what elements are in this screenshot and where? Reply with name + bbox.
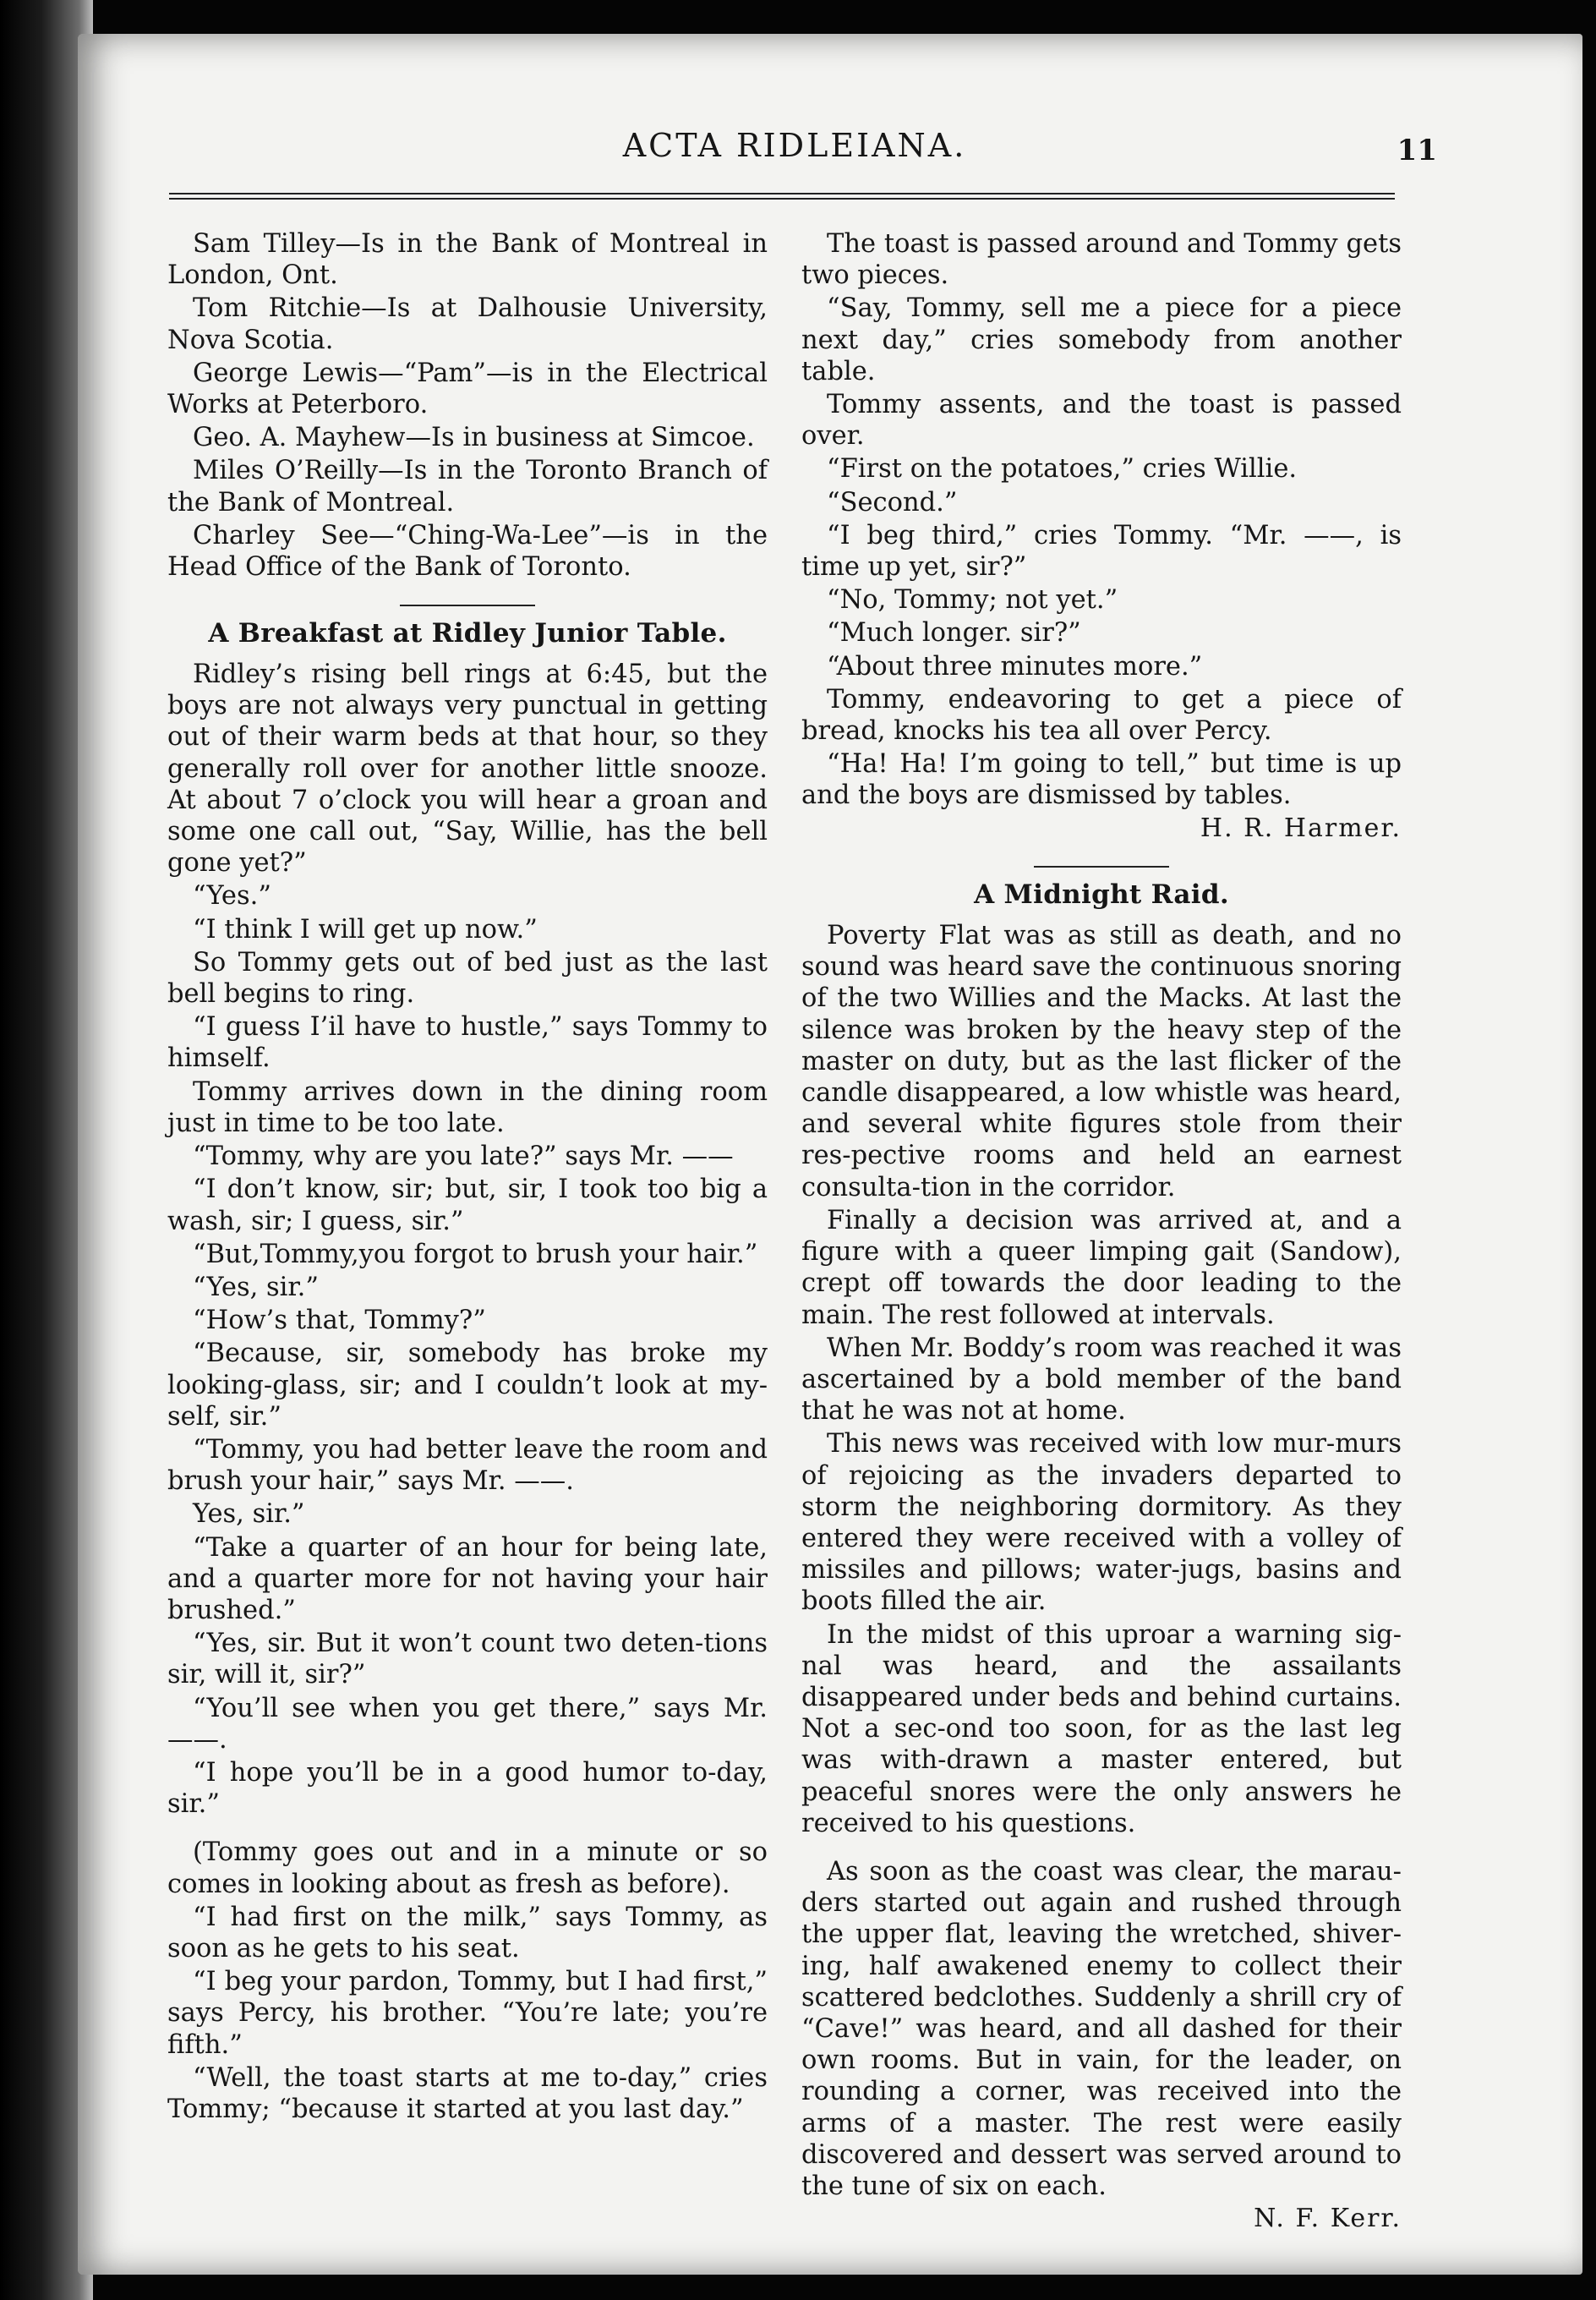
- article-paragraph: “Yes, sir.”: [193, 1272, 319, 1302]
- article-paragraph: “How’s that, Tommy?”: [193, 1306, 486, 1336]
- article-body: [801, 920, 1402, 2202]
- old-boys-list: [167, 228, 768, 583]
- article-paragraph: “I beg your pardon, Tommy, but I had first,” says Percy, his brother. “You’re late; you’re fifth.”: [167, 1967, 768, 2060]
- article-paragraph: “I think I will get up now.”: [193, 914, 538, 945]
- article-paragraph: Poverty Flat was as still as death, and no sound was heard save the continuous snoring of the two Willies and the Macks. At last the silence was broken by the heavy step of the master on duty, but as the last flicker of the candle disappeared, a low whistle was heard, and several white figures stole from their res-pective rooms and held an earnest consulta-tion in the corridor.: [801, 921, 1402, 1202]
- article-paragraph: In the midst of this uproar a warning sig-nal was heard, and the assailants disappeared under beds and behind curtains. Not a sec-ond too soon, for as the last leg was with-drawn a master entered, but peaceful snores were the only answers he received to his questions.: [801, 1619, 1402, 1838]
- article-paragraph: “Because, sir, somebody has broke my looking-glass, sir; and I couldn’t look at my-self, sir.”: [167, 1339, 768, 1432]
- article-paragraph: “No, Tommy; not yet.”: [827, 585, 1118, 616]
- old-boy-entry: Sam Tilley—Is in the Bank of Montreal in London, Ont.: [167, 229, 768, 291]
- article-paragraph: “About three minutes more.”: [827, 651, 1203, 682]
- article-heading: A Breakfast at Ridley Junior Table.: [208, 618, 727, 649]
- article-paragraph: “Second.”: [827, 487, 958, 518]
- article-paragraph: As soon as the coast was clear, the marau-ders started out again and rushed through the upper flat, leaving the wretched, shiver-ing, half awakened enemy to collect their scattered bedclothes. Suddenly a shrill cry of “Cave!” was heard, and all dashed for their own rooms. But in vain, for the leader, on rounding a corner, was received into the arms of a master. The rest were easily discovered and dessert was served around to the tune of six on each.: [801, 1856, 1402, 2201]
- article-paragraph: “I beg third,” cries Tommy. “Mr. ——, is time up yet, sir?”: [801, 520, 1402, 583]
- old-boy-entry: Geo. A. Mayhew—Is in business at Simcoe.: [193, 423, 755, 453]
- article-paragraph: The toast is passed around and Tommy gets two pieces.: [801, 229, 1402, 291]
- section-divider: [1034, 866, 1169, 868]
- left-column: [167, 228, 768, 2127]
- article-paragraph: “Yes, sir. But it won’t count two deten-tions sir, will it, sir?”: [167, 1629, 768, 1690]
- article-paragraph: “Tommy, you had better leave the room and brush your hair,” says Mr. ——.: [167, 1434, 768, 1497]
- author-signature: H. R. Harmer.: [1200, 813, 1402, 843]
- article-paragraph: (Tommy goes out and in a minute or so comes in looking about as fresh as before).: [167, 1837, 768, 1899]
- article-paragraph: “Take a quarter of an hour for being late, and a quarter more for not having your hair brushed.”: [167, 1532, 768, 1625]
- article-paragraph: “Say, Tommy, sell me a piece for a piece next day,” cries somebody from another table.: [801, 293, 1402, 386]
- article-continuation: [801, 228, 1402, 812]
- article-paragraph: Yes, sir.”: [193, 1499, 305, 1530]
- article-paragraph: “Yes.”: [193, 881, 271, 912]
- article-paragraph: “Tommy, why are you late?” says Mr. ——: [193, 1142, 734, 1172]
- old-boy-entry: George Lewis—“Pam”—is in the Electrical Works at Peterboro.: [167, 358, 768, 420]
- article-paragraph: So Tommy gets out of bed just as the last bell begins to ring.: [167, 947, 768, 1010]
- article-paragraph: Ridley’s rising bell rings at 6:45, but the boys are not always very punctual in getting out of their warm beds at that hour, so they generally roll over for another little snooze. At about 7 o’clock you will hear a groan and some one call out, “Say, Willie, has the bell gone yet?”: [167, 660, 768, 879]
- article-paragraph: “I had first on the milk,” says Tommy, as soon as he gets to his seat.: [167, 1902, 768, 1963]
- article-body: [167, 659, 768, 2125]
- paragraph-gap: [167, 1821, 768, 1837]
- article-paragraph: “I hope you’ll be in a good humor to-day, sir.”: [167, 1757, 768, 1820]
- header-rule: [169, 193, 1395, 200]
- article-heading: A Midnight Raid.: [974, 879, 1229, 911]
- right-column: [801, 228, 1402, 2235]
- article-paragraph: Tommy, endeavoring to get a piece of bread, knocks his tea all over Percy.: [801, 684, 1402, 747]
- article-paragraph: This news was received with low mur-murs of rejoicing as the invaders departed to storm the neighboring dormitory. As they entered they were received with a volley of missiles and pillows; water-jugs, basins and boots filled the air.: [801, 1429, 1402, 1617]
- article-paragraph: “I guess I’il have to hustle,” says Tommy to himself.: [167, 1012, 768, 1074]
- running-title: ACTA RIDLEIANA.: [622, 127, 967, 164]
- author-signature: N. F. Kerr.: [1254, 2204, 1402, 2234]
- article-paragraph: Finally a decision was arrived at, and a figure with a queer limping gait (Sandow), crept off towards the door leading to the main. The rest followed at intervals.: [801, 1205, 1402, 1330]
- page-number: 11: [1396, 134, 1437, 167]
- old-boy-entry: Miles O’Reilly—Is in the Toronto Branch of the Bank of Montreal.: [167, 456, 768, 518]
- old-boy-entry: Tom Ritchie—Is at Dalhousie University, Nova Scotia.: [167, 293, 768, 355]
- paragraph-gap: [801, 1841, 1402, 1856]
- article-paragraph: “I don’t know, sir; but, sir, I took too big a wash, sir; I guess, sir.”: [167, 1175, 768, 1236]
- article-paragraph: “Well, the toast starts at me to-day,” cries Tommy; “because it started at you last day.”: [167, 2062, 768, 2124]
- article-paragraph: “You’ll see when you get there,” says Mr. ——.: [167, 1693, 768, 1755]
- section-divider: [400, 605, 535, 606]
- article-paragraph: Tommy assents, and the toast is passed over.: [801, 390, 1402, 452]
- article-paragraph: “Much longer. sir?”: [827, 618, 1081, 649]
- article-paragraph: Tommy arrives down in the dining room just in time to be too late.: [167, 1076, 768, 1138]
- article-paragraph: “But,Tommy,you forgot to brush your hair.”: [193, 1239, 758, 1269]
- article-paragraph: When Mr. Boddy’s room was reached it was ascertained by a bold member of the band that he was not at home.: [801, 1333, 1402, 1427]
- old-boy-entry: Charley See—“Ching-Wa-Lee”—is in the Head Office of the Bank of Toronto.: [167, 520, 768, 583]
- article-paragraph: “Ha! Ha! I’m going to tell,” but time is up and the boys are dismissed by tables.: [801, 749, 1402, 811]
- article-paragraph: “First on the potatoes,” cries Willie.: [827, 454, 1298, 485]
- page-header: [169, 127, 1437, 203]
